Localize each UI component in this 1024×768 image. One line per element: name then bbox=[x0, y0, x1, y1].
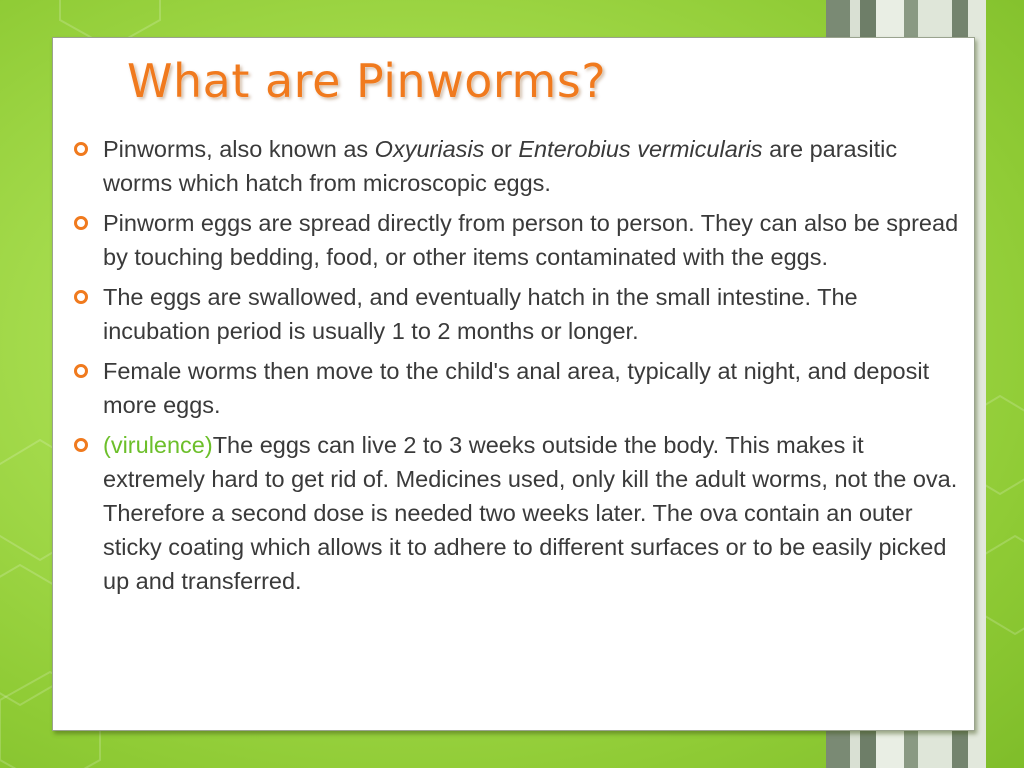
bullet-item bbox=[103, 354, 963, 422]
bullet-circle-icon bbox=[74, 438, 88, 452]
bullet-circle-icon bbox=[74, 364, 88, 378]
scientific-name: Enterobius vermicularis bbox=[518, 136, 763, 162]
bullet-text: Female worms then move to the child's anal area, typically at night, and deposit more eggs. bbox=[103, 358, 930, 418]
bullet-item bbox=[103, 206, 963, 274]
slide-content-card bbox=[52, 37, 975, 731]
bullet-item bbox=[103, 280, 963, 348]
bullet-item bbox=[103, 132, 963, 200]
bullet-text: are parasitic worms which hatch from microscopic eggs. bbox=[103, 136, 898, 196]
bullet-circle-icon bbox=[74, 290, 88, 304]
bullet-item bbox=[103, 428, 963, 598]
virulence-label: (virulence) bbox=[103, 432, 213, 458]
bullet-text: Pinworms, also known as bbox=[103, 136, 375, 162]
bullet-text: The eggs can live 2 to 3 weeks outside the body. This makes it extremely hard to get rid of. Medicines used, only kill the adult worms, not the ova. Therefore a second dose is needed two weeks later. The ova contain an outer sticky coating which allows it to adhere to different surfaces or to be easily picked up and transferred. bbox=[103, 432, 958, 594]
bullet-text: Pinworm eggs are spread directly from person to person. They can also be spread by touching bedding, food, or other items contaminated with the eggs. bbox=[103, 210, 959, 270]
bullet-list bbox=[103, 132, 963, 604]
bullet-circle-icon bbox=[74, 142, 88, 156]
slide-title: What are Pinworms? bbox=[127, 54, 607, 108]
scientific-name: Oxyuriasis bbox=[374, 136, 485, 162]
bullet-text: or bbox=[484, 136, 519, 162]
bullet-circle-icon bbox=[74, 216, 88, 230]
bullet-text: The eggs are swallowed, and eventually hatch in the small intestine. The incubation period is usually 1 to 2 months or longer. bbox=[103, 284, 858, 344]
